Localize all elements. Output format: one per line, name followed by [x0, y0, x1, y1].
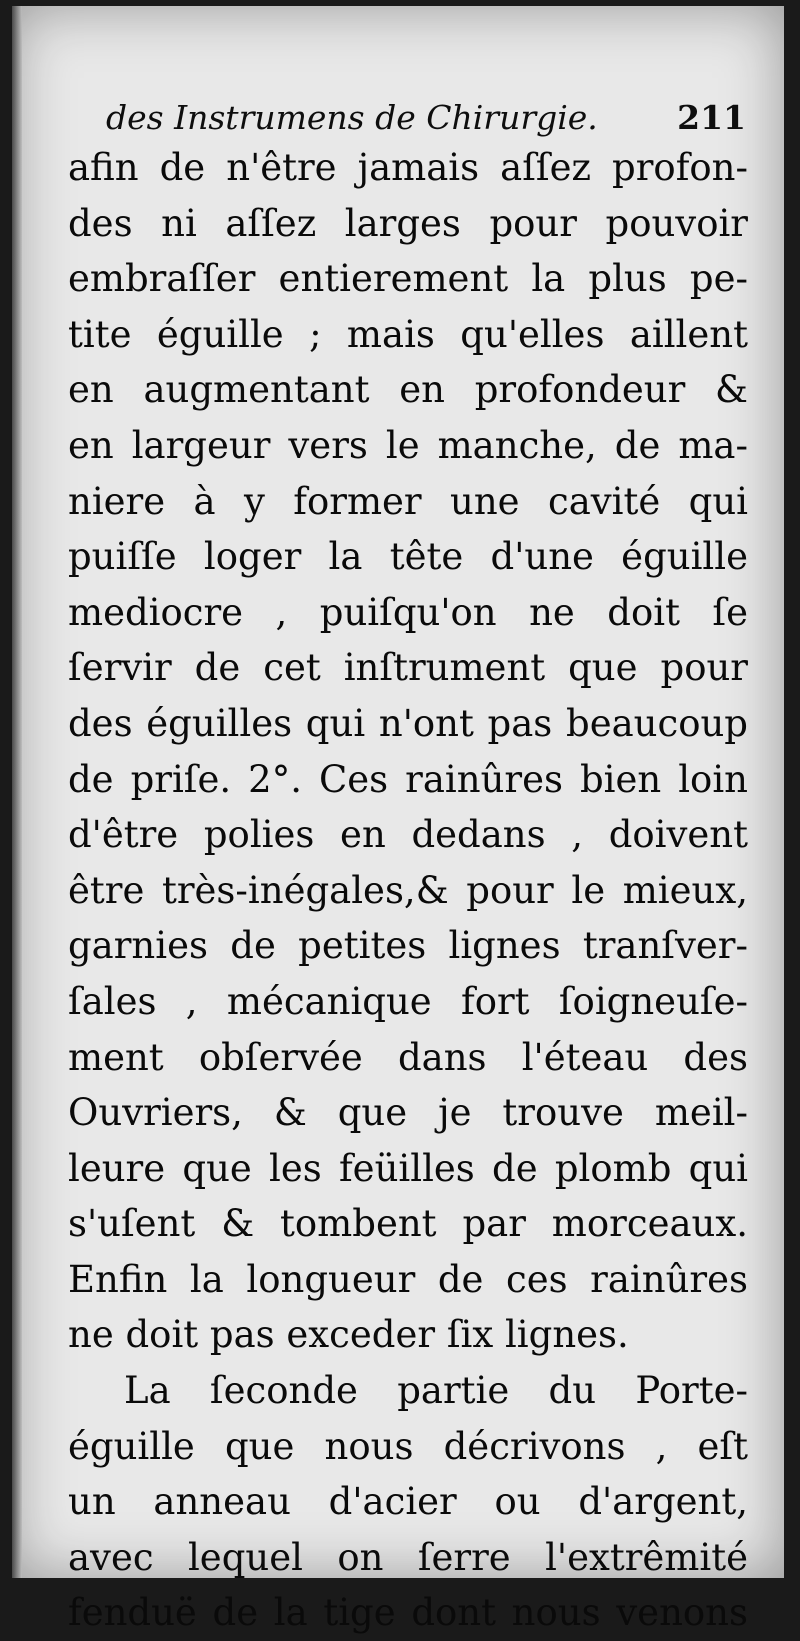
text-line: d'être polies en dedans , doivent — [68, 813, 748, 857]
text-line: afin de n'être jamais aſſez profon- — [68, 146, 748, 189]
text-line-paragraph-start: La ſeconde partie du Porte- — [124, 1369, 748, 1413]
text-line: ment obſervée dans l'éteau des — [68, 1035, 748, 1079]
text-line: fenduë de la tige dont nous venons — [68, 1591, 748, 1635]
text-line: un anneau d'acier ou d'argent, — [68, 1480, 748, 1524]
text-line: tite éguille ; mais qu'elles aillent — [68, 312, 748, 356]
text-line: Enfin la longueur de ces rainûres — [68, 1257, 748, 1301]
text-line: en augmentant en profondeur & — [68, 368, 748, 412]
text-line: garnies de petites lignes tranſver- — [68, 924, 748, 968]
text-line: embraſſer entierement la plus pe- — [68, 257, 748, 301]
page-number: 211 — [677, 98, 746, 137]
text-line: avec lequel on ſerre l'extrêmité — [68, 1535, 748, 1579]
text-line: être très-inégales,& pour le mieux, — [68, 868, 748, 912]
text-line: ſervir de cet inſtrument que pour — [68, 646, 748, 690]
book-page — [12, 6, 784, 1635]
body-text — [68, 140, 748, 1641]
text-line: mediocre , puiſqu'on ne doit ſe — [68, 590, 748, 634]
running-title: des Instrumens de Chirurgie. — [106, 98, 598, 137]
text-line: ne doit pas exceder ſix lignes. — [68, 1313, 629, 1357]
text-line: en largeur vers le manche, de ma- — [68, 423, 748, 467]
text-line: éguille que nous décrivons , eſt — [68, 1424, 748, 1468]
text-line: niere à y former une cavité qui — [68, 479, 748, 523]
text-line: Ouvriers, & que je trouve meil- — [68, 1091, 748, 1135]
page-gutter-shadow — [12, 6, 22, 1578]
text-line: leure que les feüilles de plomb qui — [68, 1146, 748, 1190]
text-line: ſales , mécanique fort ſoigneuſe- — [68, 979, 748, 1023]
text-line: des éguilles qui n'ont pas beaucoup — [68, 701, 748, 745]
text-line: des ni aſſez larges pour pouvoir — [68, 201, 748, 245]
text-line: puiſſe loger la tête d'une éguille — [68, 535, 748, 579]
text-line: s'uſent & tombent par morceaux. — [68, 1202, 748, 1246]
text-line: de priſe. 2°. Ces rainûres bien loin — [68, 757, 748, 801]
